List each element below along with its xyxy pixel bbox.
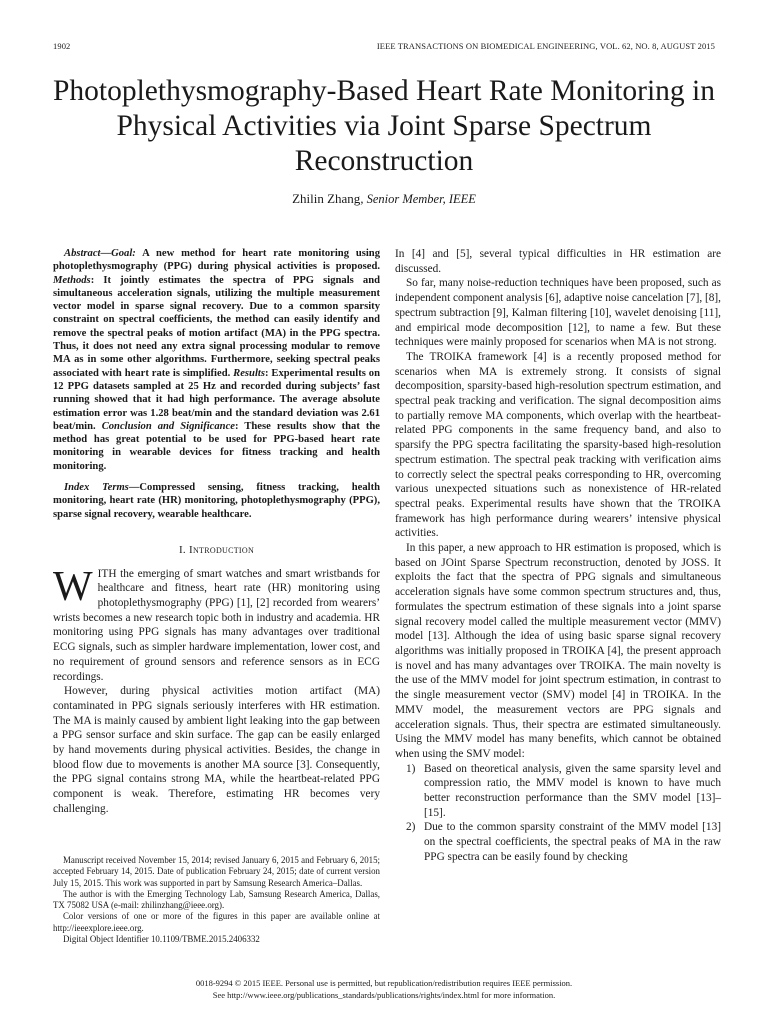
intro-paragraph-2: However, during physical activities motion artifact (MA) contaminated in PPG signals seriously interferes with HR estimation. The MA is mainly caused by ambient light leaking into the gap between a PPG sensor surface and skin surface. The gap can be easily enlarged by hand movements during physical activities. Besides, the change in blood flow due to movements is another MA source [3]. Consequently, the PPG signal contains strong MA, while the heartbeat-related PPG component is weak. Therefore, estimating HR becomes very challenging. bbox=[53, 685, 380, 815]
results-text: : Experimental results on 12 PPG datasets sampled at 25 Hz and recorded during subjects’ fast running showed that it had high performance. The average absolute estimation error was 1.28 beat/min and the standard deviation was 2.61 beat/min. bbox=[53, 367, 380, 432]
page-number: 1902 bbox=[53, 41, 71, 51]
footnote-author: The author is with the Emerging Technology Lab, Samsung Research America, Dallas, TX 75082 USA (e-mail: zhilinzhang@ieee.org). bbox=[53, 888, 380, 911]
abstract-dash: — bbox=[100, 248, 112, 259]
author-line bbox=[0, 191, 768, 207]
index-terms bbox=[53, 481, 380, 521]
goal-text: A new method for heart rate monitoring using photoplethysmography (PPG) during physical activities is proposed. bbox=[53, 248, 380, 273]
paper-title: Photoplethysmography-Based Heart Rate Monitoring in Physical Activities via Joint Sparse Spectrum Reconstruction bbox=[52, 75, 715, 177]
section-number: I. bbox=[178, 543, 190, 556]
list-item-text: Based on theoretical analysis, given the same sparsity level and compression ratio, the MMV model is known to have much better reconstruction performance than the SMV model [13]–[15]. bbox=[424, 762, 721, 819]
footnote-manuscript: Manuscript received November 15, 2014; revised January 6, 2015 and February 6, 2015; accepted February 14, 2015. Date of publication February 24, 2015; date of current version July 15, 2015. This work was supported in part by Samsung Research America–Dallas. bbox=[53, 855, 380, 888]
index-terms-text: Compressed sensing, fitness tracking, health monitoring, heart rate (HR) monitoring, photoplethysmography (PPG), sparse signal recovery, wearable healthcare. bbox=[53, 482, 380, 520]
author-affiliation: , Senior Member, IEEE bbox=[360, 192, 476, 206]
section-title: Introduction bbox=[189, 543, 255, 556]
list-item bbox=[395, 820, 721, 864]
left-column bbox=[53, 247, 380, 817]
methods-label: Methods bbox=[53, 274, 91, 286]
drop-cap: W bbox=[53, 563, 93, 610]
abstract-label: Abstract bbox=[64, 248, 101, 259]
methods-text: : It jointly estimates the spectra of PPG signals and simultaneous acceleration signals, utilizing the multiple measurement vector model in sparse signal recovery. Due to a common sparsity constraint on spectral coefficients, the method can easily identify and remove the spectral peaks of motion artifact (MA) in the PPG spectra. Thus, it does not need any extra signal processing modular to remove MA as in some other algorithms. Furthermore, seeking spectral peaks associated with heart rate is simplified. bbox=[53, 274, 380, 379]
list-item-number: 1) bbox=[406, 762, 416, 775]
goal-label: Goal: bbox=[111, 248, 136, 259]
conclusion-text: : These results show that the method has great potential to be used for PPG-based heart rate monitoring in wearable devices for fitness tracking and health monitoring. bbox=[53, 420, 381, 472]
footnote-doi: Digital Object Identifier 10.1109/TBME.2015.2406332 bbox=[63, 934, 260, 945]
right-paragraph-3: The TROIKA framework [4] is a recently proposed method for scenarios when MA is extremely strong. It consists of signal decomposition, sparsity-based high-resolution spectrum estimation, and spectral peak tracking and verification. The signal decomposition aims to partially remove MA components, which overlap with the heartbeat-related PPG components in the same frequency band, and also to sparsify the PPG spectra facilitating the sparsity-based high-resolution spectrum estimation. The spectral peak tracking with verification aims to correctly select the spectral peaks corresponding to HR, overcoming various unexpected situations such as nonexistence of HR-related spectral peaks. Experimental results have shown that the TROIKA framework has high performance during wearers’ intensive physical activities. bbox=[395, 350, 721, 540]
copyright-notice bbox=[0, 977, 768, 1001]
intro-paragraph-1 bbox=[53, 563, 380, 685]
index-terms-label: Index Terms bbox=[64, 482, 129, 494]
journal-header: IEEE TRANSACTIONS ON BIOMEDICAL ENGINEERING, VOL. 62, NO. 8, AUGUST 2015 bbox=[376, 41, 715, 51]
footnote-color-versions: Color versions of one or more of the figures in this paper are available online at http://ieeexplore.ieee.org. bbox=[53, 911, 380, 933]
results-label: Results bbox=[233, 367, 265, 379]
right-paragraph-1: In [4] and [5], several typical difficulties in HR estimation are discussed. bbox=[395, 248, 721, 275]
benefits-list bbox=[395, 762, 721, 865]
abstract bbox=[53, 247, 380, 473]
list-item-number: 2) bbox=[406, 821, 416, 834]
copyright-line-1: 0018-9294 © 2015 IEEE. Personal use is permitted, but republication/redistribution requires IEEE permission. bbox=[195, 978, 573, 988]
copyright-line-2: See http://www.ieee.org/publications_standards/publications/rights/index.html for more information. bbox=[212, 990, 556, 1000]
conclusion-label: Conclusion and Significance bbox=[101, 420, 235, 432]
list-item-text: Due to the common sparsity constraint of the MMV model [13] on the spectral coefficients, the spectral peaks of MA in the raw PPG spectra can be easily found by checking bbox=[424, 821, 721, 863]
right-column bbox=[395, 247, 721, 865]
intro-paragraph-1-text: ITH the emerging of smart watches and smart wristbands for healthcare and fitness, heart rate (HR) monitoring using photoplethysmography (PPG) [1], [2] recorded from wearers’ wrists becomes a new research topic both in industry and academia. HR monitoring using PPG signals has many advantages over traditional ECG signals, such as simpler hardware implementation, lower cost, and no requirement of ground sensors and reference sensors as in ECG recordings. bbox=[53, 567, 380, 683]
index-terms-dash: — bbox=[128, 482, 140, 494]
section-heading bbox=[53, 543, 380, 558]
list-item bbox=[395, 762, 721, 821]
right-paragraph-2: So far, many noise-reduction techniques have been proposed, such as independent component analysis [6], adaptive noise cancelation [7], [8], spectrum subtraction [9], Kalman filtering [10], wavelet denoising [11], and empirical mode decomposition [12], to name a few. But these techniques were mainly proposed for scenarios when MA is not strong. bbox=[395, 277, 721, 349]
right-paragraph-4: In this paper, a new approach to HR estimation is proposed, which is based on JOint Sparse Spectrum reconstruction, denoted by JOSS. It exploits the fact that the spectra of PPG signals and simultaneous acceleration signals have some common spectrum structures and, thus, formulates the spectrum estimation of these signals into a joint sparse signal recovery model called the multiple measurement vector (MMV) model [13]. Although the idea of using basic sparse signal recovery algorithms was initially proposed in TROIKA [4], the present approach is novel and has many advantages over TROIKA. The main novelty is the use of the MMV model for joint spectrum estimation, in contrast to the single measurement vector (SMV) model [4] in TROIKA. In the MMV model, the measurement vectors are PPG signals and acceleration signals. Thus, their spectra are estimated simultaneously. Using the MMV model has many benefits, which cannot be obtained when using the SMV model: bbox=[395, 542, 721, 760]
author-name: Zhilin Zhang bbox=[292, 191, 361, 206]
footnotes bbox=[53, 855, 380, 945]
